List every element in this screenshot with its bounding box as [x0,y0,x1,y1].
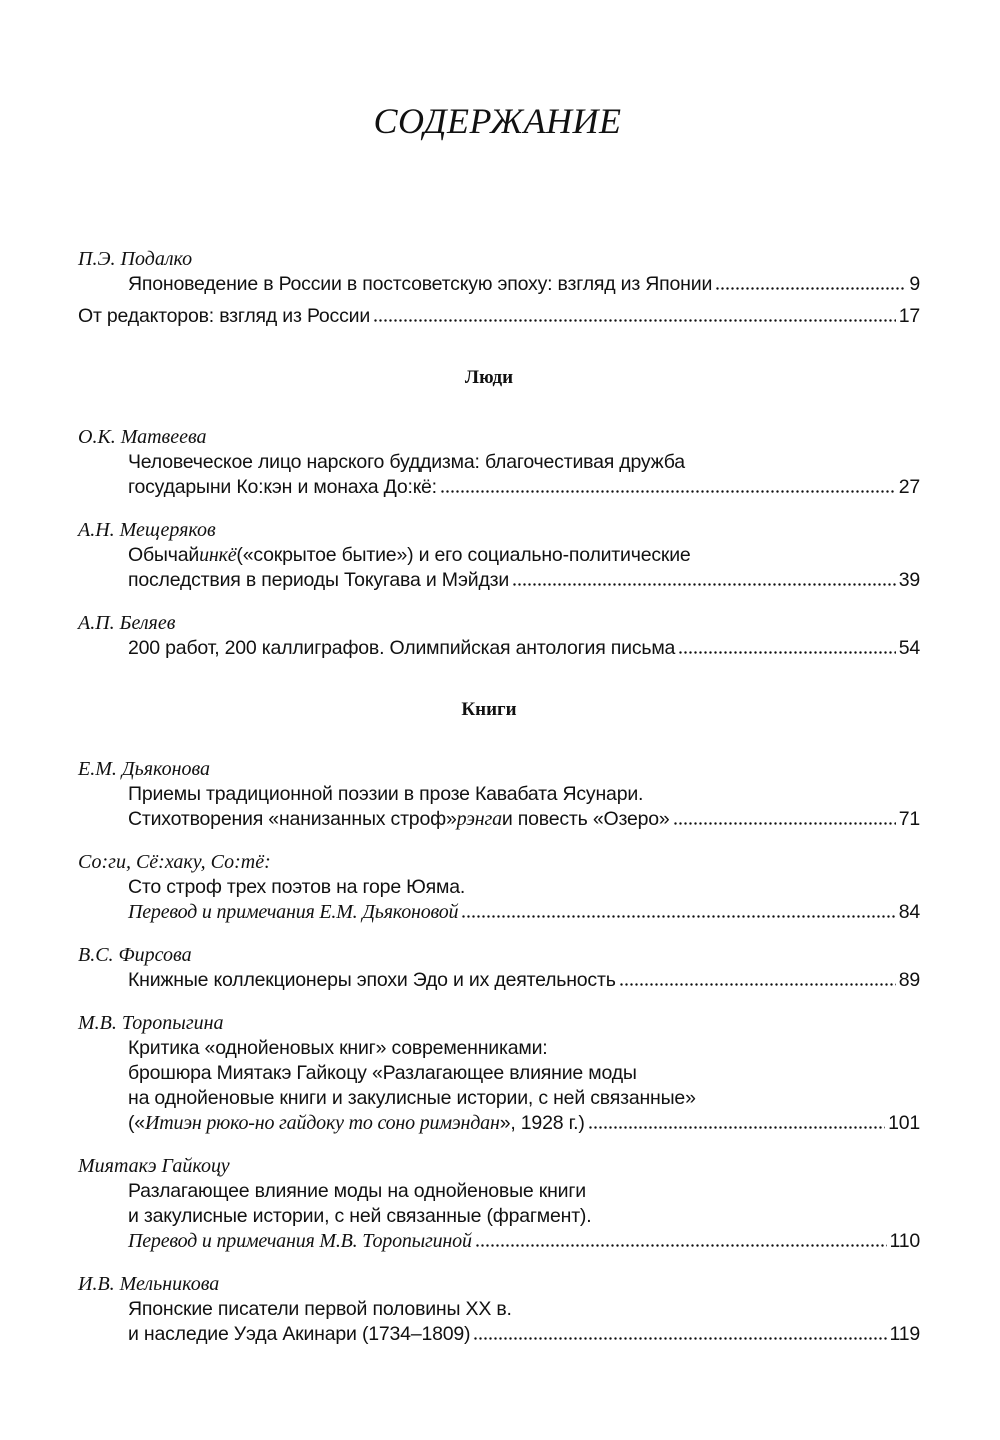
toc-entry [78,943,920,993]
toc-entry [78,518,920,593]
section-heading: Люди [464,367,514,388]
title-segment: на однойеновые книги и закулисные истории, с ней связанные» [128,1087,696,1109]
title-segment: От редакторов: взгляд из России [78,305,371,327]
entry-title-line [78,450,920,475]
title-segment: и закулисные истории, с ней связанные (фрагмент). [128,1205,592,1227]
title-segment: («сокрытое бытие») и его социально-политические [236,544,691,566]
entry-title-line[interactable] [78,900,920,925]
title-segment: Японоведение в России в постсоветскую эпоху: взгляд из Японии [128,273,713,295]
entry-author: Со:ги, Сё:хаку, Со:тё: [78,851,271,873]
entry-author: В.С. Фирсова [78,944,192,966]
toc-entry [78,1154,920,1254]
title-segment: Перевод и примечания М.В. Торопыгиной [128,1230,472,1252]
toc-entry [78,304,920,329]
toc-entry [78,850,920,925]
title-segment: Японские писатели первой половины XX в. [128,1298,512,1320]
dot-leader [473,1335,886,1341]
entry-title-line[interactable] [78,475,920,500]
entry-title-line[interactable] [78,568,920,593]
entry-title-line [78,782,920,807]
toc-entry [78,425,920,500]
dot-leader [673,820,896,826]
title-segment: инкё [199,544,237,566]
title-segment: Стихотворения «нанизанных строф» [128,808,457,830]
title-segment: Книжные коллекционеры эпохи Эдо и их деятельность [128,969,616,991]
toc-section [78,247,920,329]
title-segment: рэнга [456,808,502,830]
entry-title-line [78,875,920,900]
dot-leader [475,1242,887,1248]
entry-title-line[interactable] [78,272,920,297]
page-number[interactable]: 101 [888,1112,920,1134]
title-segment: Человеческое лицо нарского буддизма: благочестивая дружба [128,451,685,473]
dot-leader [678,649,895,655]
page-number[interactable]: 39 [898,569,920,591]
entry-author: Миятакэ Гайкоцу [78,1155,230,1177]
title-segment: государыни Ко:кэн и монаха До:кё: [128,476,437,498]
entry-title-line[interactable] [78,1229,920,1254]
toc-entry [78,611,920,661]
title-segment: и повесть «Озеро» [501,808,670,830]
page-number[interactable]: 9 [909,273,920,295]
page-number[interactable]: 119 [889,1323,920,1345]
title-segment: (« [128,1112,145,1134]
title-segment: Разлагающее влияние моды на однойеновые книги [128,1180,586,1202]
page-number[interactable]: 71 [898,808,920,830]
title-segment: Критика «однойеновых книг» современниками: [128,1037,548,1059]
entry-title-line [78,1061,920,1086]
dot-leader [715,285,906,291]
page-title: СОДЕРЖАНИЕ [373,101,622,141]
toc-entry [78,1272,920,1347]
toc-entry [78,1011,920,1136]
title-segment: Приемы традиционной поэзии в прозе Кавабата Ясунари. [128,783,644,805]
entry-title-line[interactable] [78,968,920,993]
toc-section [78,365,920,661]
entry-title-line [78,543,920,568]
dot-leader [588,1124,885,1130]
entry-author: А.Н. Мещеряков [78,519,216,541]
entry-author: Е.М. Дьяконова [78,758,211,780]
entry-title-line[interactable] [78,807,920,832]
dot-leader [373,317,896,323]
entry-author: М.В. Торопыгина [78,1012,224,1034]
page-number[interactable]: 54 [898,637,920,659]
page-number[interactable]: 17 [898,305,920,327]
entry-title-line[interactable] [78,304,920,329]
title-segment: 200 работ, 200 каллиграфов. Олимпийская антология письма [128,637,676,659]
dot-leader [619,981,896,987]
entry-title-line[interactable] [78,1111,920,1136]
page-number[interactable]: 110 [889,1230,920,1252]
section-heading: Книги [461,699,517,720]
toc-section [78,697,920,1347]
entry-title-line [78,1297,920,1322]
entry-author: А.П. Беляев [78,612,176,634]
toc-entry [78,757,920,832]
title-segment: Итиэн рюко-но гайдоку то соно римэндан [144,1112,500,1134]
entry-author: О.К. Матвеева [78,426,207,448]
dot-leader [512,581,896,587]
entry-author: И.В. Мельникова [78,1273,220,1295]
entry-title-line [78,1086,920,1111]
title-segment: Обычай [128,544,200,566]
title-segment: последствия в периоды Токугава и Мэйдзи [128,569,510,591]
page-number[interactable]: 89 [898,969,920,991]
table-of-contents [78,247,920,1365]
entry-title-line [78,1036,920,1061]
page-number[interactable]: 84 [898,901,920,923]
dot-leader [461,913,895,919]
title-segment: и наследие Уэда Акинари (1734–1809) [128,1323,471,1345]
entry-title-line[interactable] [78,1322,920,1347]
entry-title-line [78,1204,920,1229]
dot-leader [440,488,896,494]
entry-author: П.Э. Подалко [78,248,193,270]
title-segment: », 1928 г.) [499,1112,585,1134]
title-segment: Сто строф трех поэтов на горе Юяма. [128,876,466,898]
toc-entry [78,247,920,297]
entry-title-line [78,1179,920,1204]
title-segment: Перевод и примечания Е.М. Дьяконовой [128,901,459,923]
page-number[interactable]: 27 [898,476,920,498]
title-segment: брошюра Миятакэ Гайкоцу «Разлагающее влияние моды [128,1062,637,1084]
entry-title-line[interactable] [78,636,920,661]
